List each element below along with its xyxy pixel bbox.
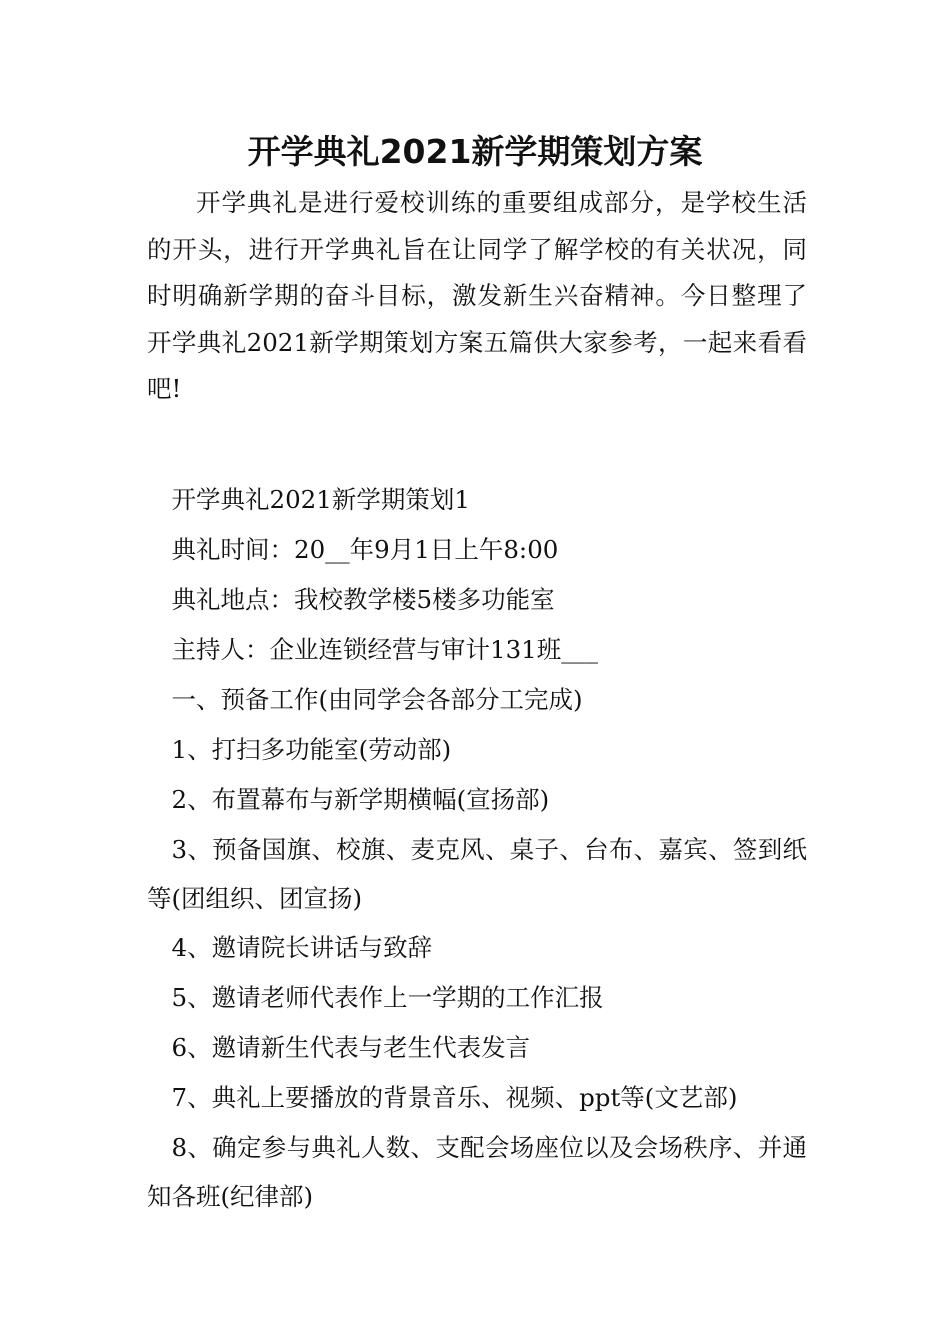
- document-title: 开学典礼2021新学期策划方案: [247, 132, 703, 171]
- plan-heading: 开学典礼2021新学期策划1: [171, 485, 470, 514]
- ceremony-location: 典礼地点：我校教学楼5楼多功能室: [171, 585, 555, 614]
- list-item: 5、邀请老师代表作上一学期的工作汇报: [171, 983, 604, 1012]
- list-item: 2、布置幕布与新学期横幅(宣扬部): [171, 785, 550, 814]
- list-item: 4、邀请院长讲话与致辞: [171, 933, 433, 962]
- list-item: 3、预备国旗、校旗、麦克风、桌子、台布、嘉宾、签到纸等(团组织、团宣扬): [147, 835, 807, 913]
- list-item: 8、确定参与典礼人数、支配会场座位以及会场秩序、并通知各班(纪律部): [147, 1133, 807, 1211]
- list-item: 1、打扫多功能室(劳动部): [171, 735, 452, 764]
- list-item: 6、邀请新生代表与老生代表发言: [171, 1033, 531, 1062]
- intro-paragraph: 开学典礼是进行爱校训练的重要组成部分，是学校生活的开头，进行开学典礼旨在让同学了解学校的有关状况，同时明确新学期的奋斗目标，激发新生兴奋精神。今日整理了开学典礼2021新学期策划方案五篇供大家参考，一起来看看吧!: [147, 188, 807, 403]
- host: 主持人：企业连锁经营与审计131班___: [171, 635, 599, 664]
- section-heading-preparation: 一、预备工作(由同学会各部分工完成): [171, 685, 583, 714]
- document-body: [147, 475, 807, 1221]
- ceremony-time: 典礼时间：20__年9月1日上午8:00: [171, 535, 559, 564]
- list-item: 7、典礼上要播放的背景音乐、视频、ppt等(文艺部): [171, 1083, 738, 1112]
